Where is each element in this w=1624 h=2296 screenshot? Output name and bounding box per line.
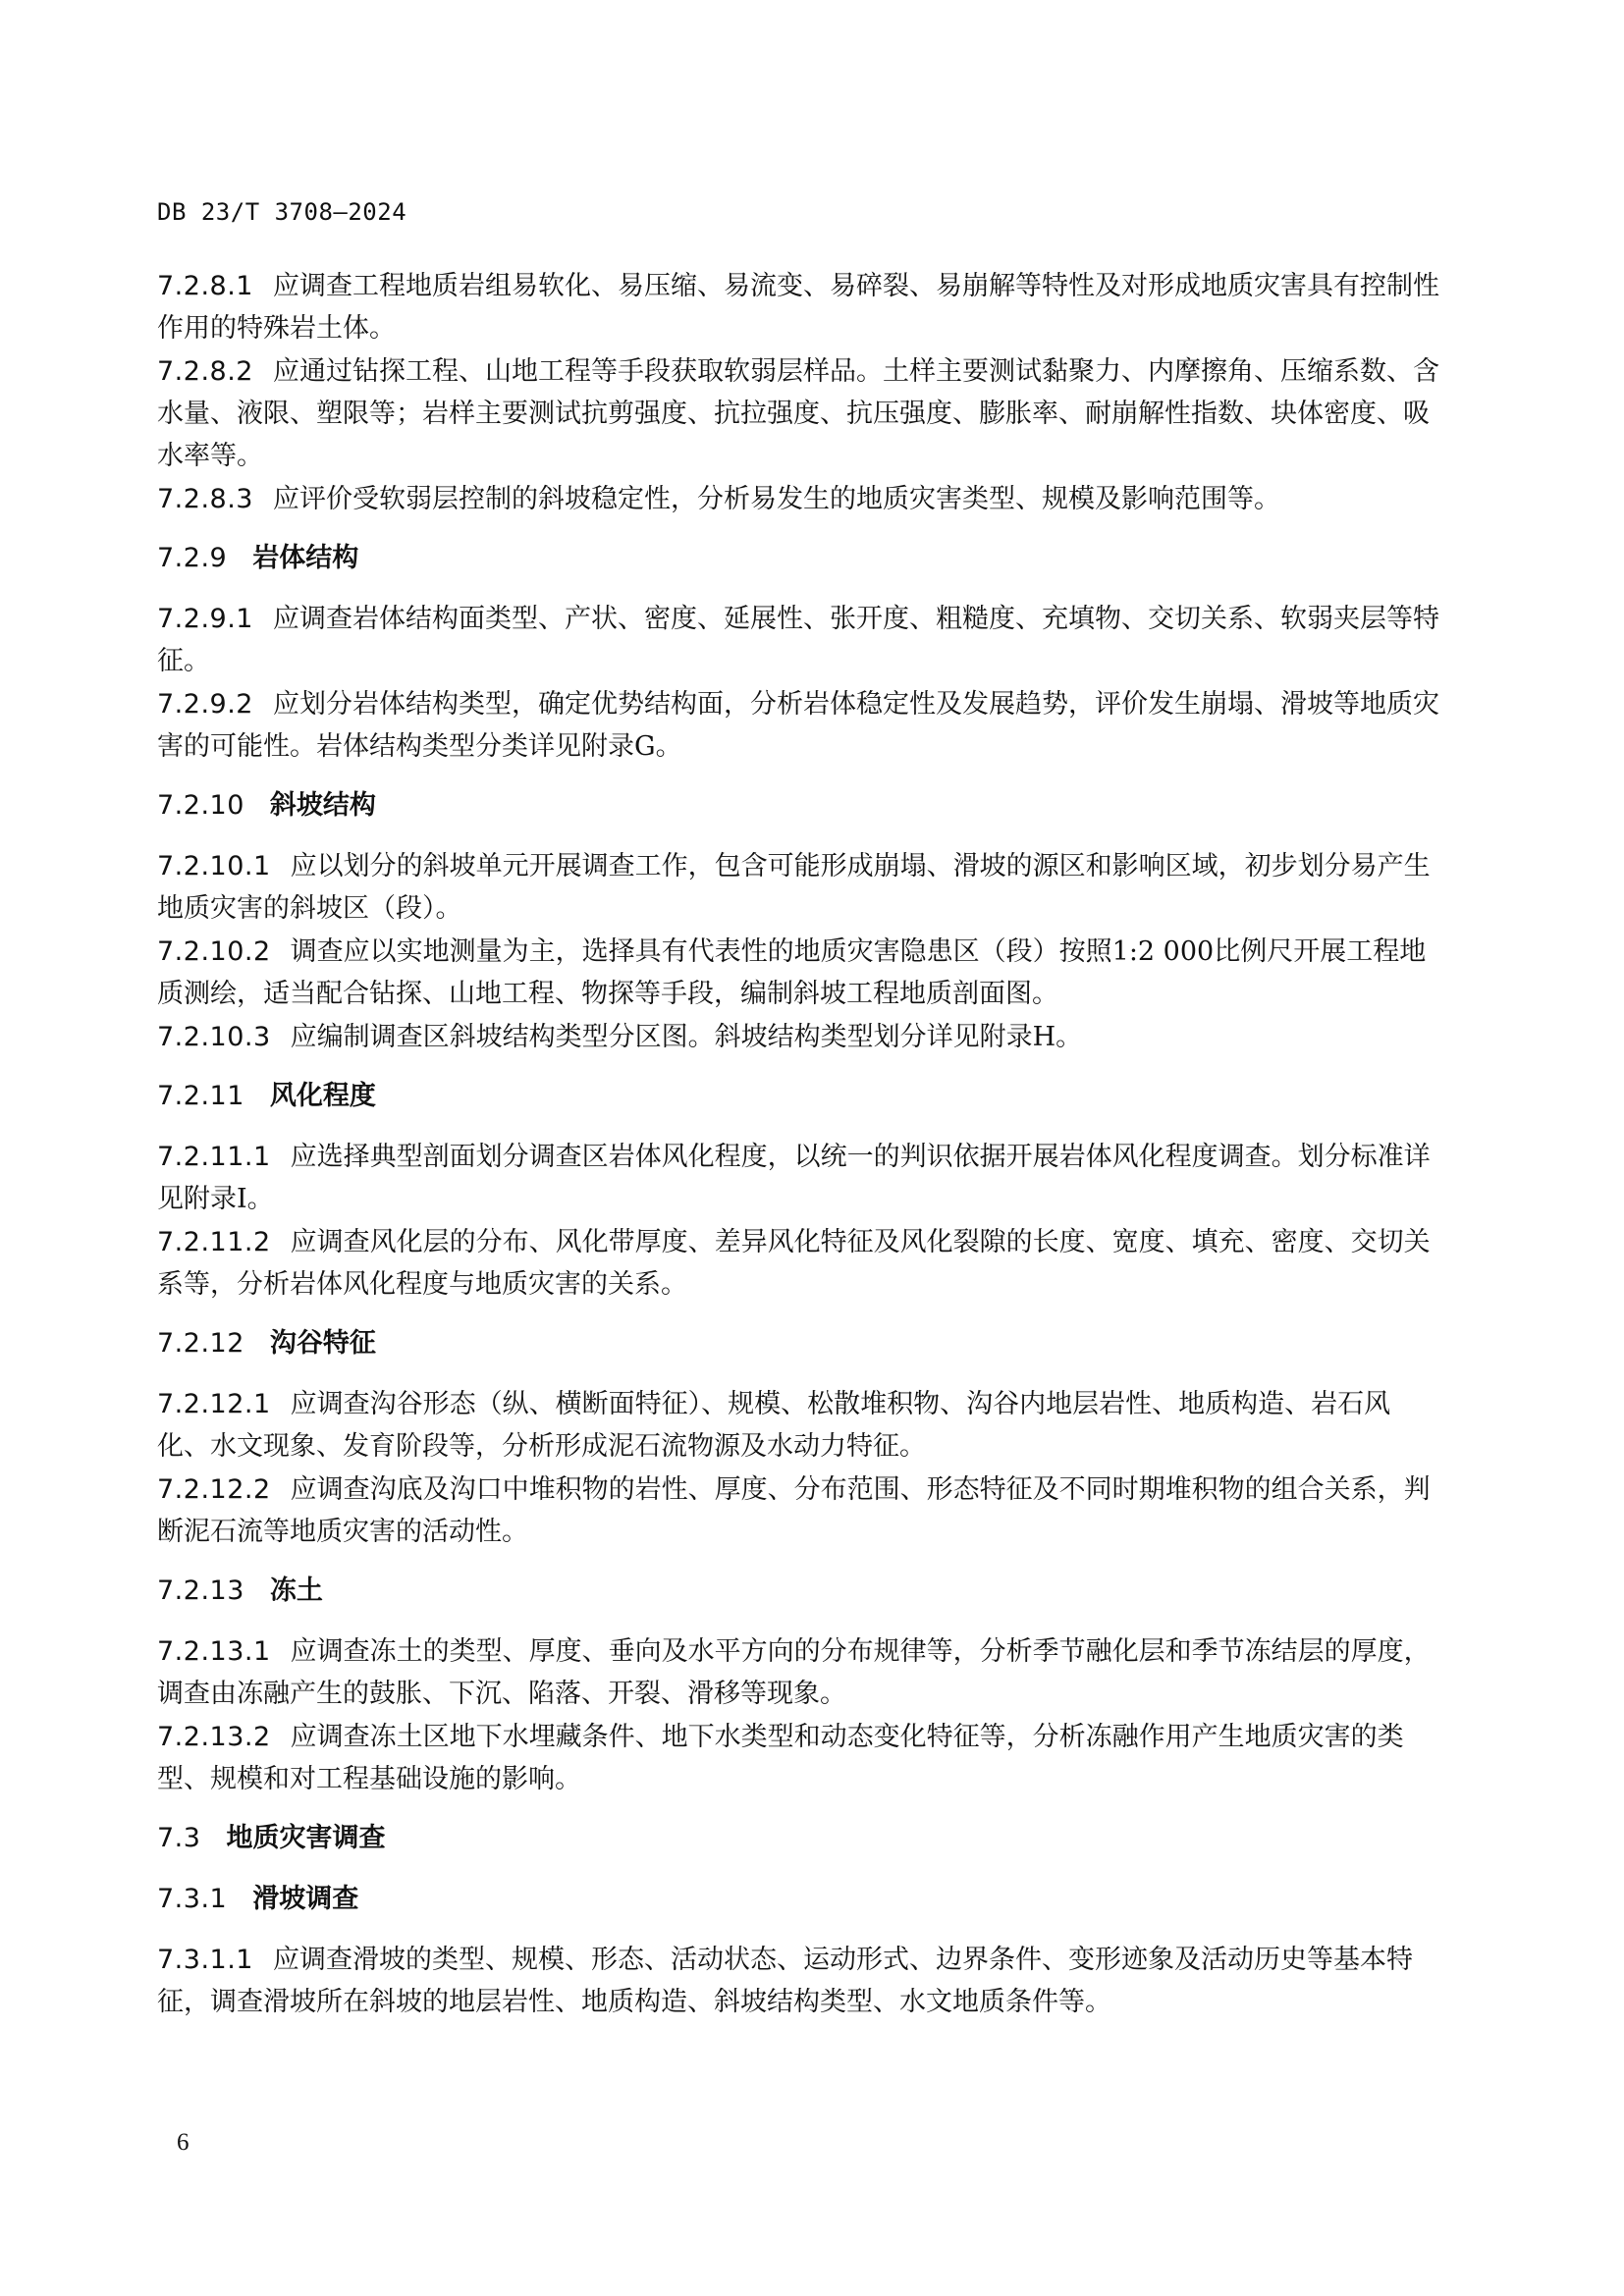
section-title: 沟谷特征 (269, 1328, 376, 1359)
clause-number: 7.2.8.1 (157, 271, 253, 301)
clause-number: 7.2.11.1 (157, 1142, 271, 1172)
section-heading (157, 1817, 1443, 1859)
clause-paragraph (157, 1221, 1443, 1306)
clause-text: 应调查滑坡的类型、规模、形态、活动状态、运动形式、边界条件、变形迹象及活动历史等基本特征，调查滑坡所在斜坡的地层岩性、地质构造、斜坡结构类型、水文地质条件等。 (157, 1945, 1413, 2017)
clause-paragraph (157, 1136, 1443, 1220)
clause-text: 调查应以实地测量为主，选择具有代表性的地质灾害隐患区（段）按照1:2 000比例尺开展工程地质测绘，适当配合钻探、山地工程、物探等手段，编制斜坡工程地质剖面图。 (157, 936, 1427, 1009)
clause-paragraph (157, 1939, 1443, 2023)
clause-paragraph (157, 931, 1443, 1015)
section-title: 滑坡调查 (252, 1884, 359, 1914)
section-number: 7.3 (157, 1823, 201, 1853)
clause-text: 应调查岩体结构面类型、产状、密度、延展性、张开度、粗糙度、充填物、交切关系、软弱夹层等特征。 (157, 604, 1439, 676)
section-number: 7.2.11 (157, 1081, 244, 1111)
clause-number: 7.2.12.1 (157, 1389, 271, 1419)
section-heading (157, 1570, 1443, 1612)
section-title: 冻土 (269, 1575, 323, 1606)
clause-text: 应划分岩体结构类型，确定优势结构面，分析岩体稳定性及发展趋势，评价发生崩塌、滑坡等地质灾害的可能性。岩体结构类型分类详见附录G。 (157, 689, 1439, 762)
clause-paragraph (157, 265, 1443, 349)
clause-text: 应调查工程地质岩组易软化、易压缩、易流变、易碎裂、易崩解等特性及对形成地质灾害具有控制性作用的特殊岩土体。 (157, 271, 1439, 344)
clause-number: 7.2.10.2 (157, 936, 271, 967)
section-number: 7.3.1 (157, 1884, 228, 1914)
clause-text: 应调查冻土的类型、厚度、垂向及水平方向的分布规律等，分析季节融化层和季节冻结层的厚度，调查由冻融产生的鼓胀、下沉、陷落、开裂、滑移等现象。 (157, 1636, 1431, 1709)
clause-paragraph (157, 1468, 1443, 1553)
clause-paragraph (157, 478, 1443, 520)
section-number: 7.2.9 (157, 543, 228, 573)
clause-text: 应调查冻土区地下水埋藏条件、地下水类型和动态变化特征等，分析冻融作用产生地质灾害的类型、规模和对工程基础设施的影响。 (157, 1722, 1404, 1794)
clause-number: 7.2.8.2 (157, 356, 253, 387)
clause-text: 应通过钻探工程、山地工程等手段获取软弱层样品。土样主要测试黏聚力、内摩擦角、压缩系数、含水量、液限、塑限等；岩样主要测试抗剪强度、抗拉强度、抗压强度、膨胀率、耐崩解性指数、块体密度、吸水率等。 (157, 356, 1439, 471)
section-heading (157, 1878, 1443, 1920)
clause-paragraph (157, 598, 1443, 682)
section-heading (157, 537, 1443, 579)
clause-paragraph (157, 1016, 1443, 1058)
clause-number: 7.3.1.1 (157, 1945, 253, 1975)
section-number: 7.2.13 (157, 1575, 244, 1606)
clause-number: 7.2.12.2 (157, 1474, 271, 1505)
clause-number: 7.2.13.2 (157, 1722, 271, 1752)
clause-number: 7.2.8.3 (157, 484, 253, 514)
clause-text: 应调查沟底及沟口中堆积物的岩性、厚度、分布范围、形态特征及不同时期堆积物的组合关系，判断泥石流等地质灾害的活动性。 (157, 1474, 1431, 1547)
clause-number: 7.2.10.3 (157, 1022, 271, 1052)
section-heading (157, 1322, 1443, 1364)
section-heading (157, 1075, 1443, 1117)
clause-paragraph (157, 1630, 1443, 1715)
clause-text: 应调查沟谷形态（纵、横断面特征）、规模、松散堆积物、沟谷内地层岩性、地质构造、岩石风化、水文现象、发育阶段等，分析形成泥石流物源及水动力特征。 (157, 1389, 1391, 1462)
clause-paragraph (157, 683, 1443, 768)
section-title: 岩体结构 (252, 543, 359, 573)
section-title: 风化程度 (269, 1081, 376, 1111)
document-code-header: DB 23/T 3708—2024 (157, 198, 407, 226)
section-number: 7.2.10 (157, 790, 244, 821)
clause-paragraph (157, 1716, 1443, 1800)
clause-number: 7.2.11.2 (157, 1227, 271, 1257)
clause-paragraph (157, 1383, 1443, 1468)
clause-text: 应评价受软弱层控制的斜坡稳定性，分析易发生的地质灾害类型、规模及影响范围等。 (272, 484, 1280, 514)
section-number: 7.2.12 (157, 1328, 244, 1359)
clause-number: 7.2.13.1 (157, 1636, 271, 1667)
clause-paragraph (157, 845, 1443, 930)
clause-paragraph (157, 350, 1443, 477)
clause-number: 7.2.9.1 (157, 604, 253, 634)
clause-text: 应以划分的斜坡单元开展调查工作，包含可能形成崩塌、滑坡的源区和影响区域，初步划分易产生地质灾害的斜坡区（段）。 (157, 851, 1431, 924)
clause-text: 应调查风化层的分布、风化带厚度、差异风化特征及风化裂隙的长度、宽度、填充、密度、交切关系等，分析岩体风化程度与地质灾害的关系。 (157, 1227, 1431, 1300)
section-heading (157, 784, 1443, 827)
clause-number: 7.2.9.2 (157, 689, 253, 720)
document-body (157, 265, 1443, 2024)
clause-text: 应选择典型剖面划分调查区岩体风化程度，以统一的判识依据开展岩体风化程度调查。划分标准详见附录I。 (157, 1142, 1431, 1214)
clause-text: 应编制调查区斜坡结构类型分区图。斜坡结构类型划分详见附录H。 (290, 1022, 1083, 1052)
section-title: 斜坡结构 (269, 790, 376, 821)
page-number: 6 (177, 2129, 189, 2156)
clause-number: 7.2.10.1 (157, 851, 271, 881)
section-title: 地质灾害调查 (226, 1823, 386, 1853)
